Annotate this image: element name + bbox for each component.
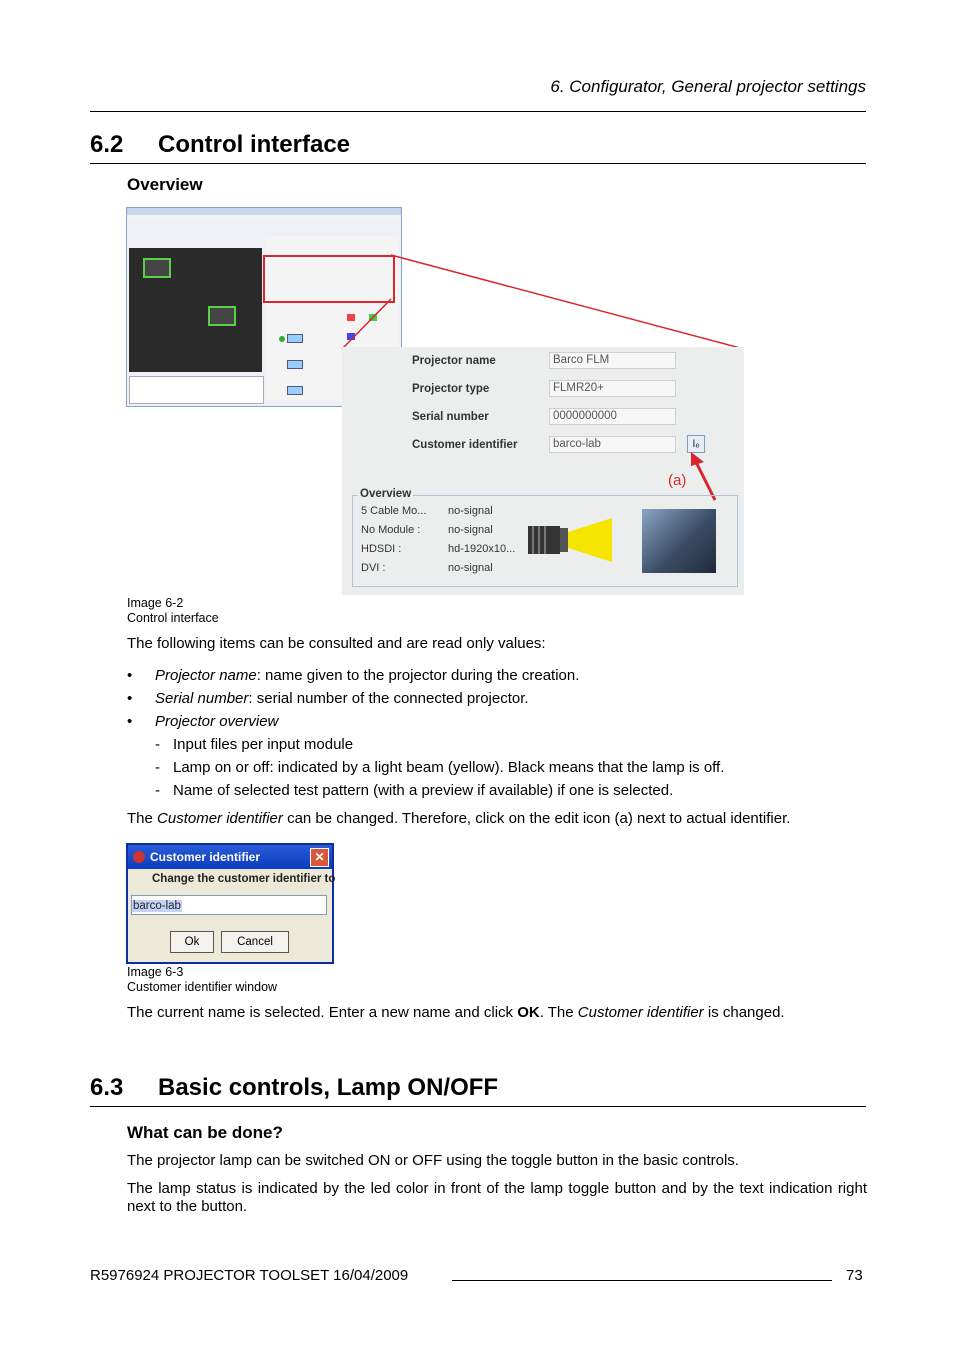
section-heading-6-3 bbox=[90, 1074, 498, 1102]
customer-identifier-dialog bbox=[126, 843, 334, 964]
field-value: Barco FLM bbox=[549, 352, 676, 369]
overview-sublist bbox=[127, 736, 867, 805]
item-text: : name given to the projector during the creation. bbox=[256, 667, 580, 684]
zoomed-properties-panel bbox=[342, 347, 744, 595]
overview-label: 5 Cable Mo... bbox=[361, 505, 427, 517]
list-item: - Name of selected test pattern (with a preview if available) if one is selected. bbox=[155, 782, 674, 799]
lamp-paragraph-2: The lamp status is indicated by the led color in front of the lamp toggle button and by the text indication right next to the button. bbox=[127, 1180, 867, 1215]
overview-title: Overview bbox=[360, 488, 412, 500]
overview-value: hd-1920x10... bbox=[448, 543, 516, 555]
app-logo-icon bbox=[133, 851, 145, 863]
item-label: Serial number bbox=[155, 690, 249, 707]
overview-value: no-signal bbox=[448, 505, 493, 517]
item-text: Lamp on or off: indicated by a light beam (yellow). Black means that the lamp is off. bbox=[173, 759, 725, 776]
overview-label: HDSDI : bbox=[361, 543, 402, 555]
overview-label: DVI : bbox=[361, 562, 386, 574]
overview-value: no-signal bbox=[448, 562, 493, 574]
section-rule bbox=[90, 163, 866, 164]
read-only-items-list bbox=[127, 667, 867, 736]
figure-caption-number: Image 6-2 bbox=[127, 596, 184, 610]
field-label: Projector type bbox=[412, 383, 490, 395]
item-label: Projector overview bbox=[155, 713, 279, 730]
field-label: Projector name bbox=[412, 355, 496, 367]
item-text: : serial number of the connected projector. bbox=[248, 690, 529, 707]
overview-value: no-signal bbox=[448, 524, 493, 536]
item-label: Projector name bbox=[155, 667, 257, 684]
item-text: Name of selected test pattern (with a preview if available) if one is selected. bbox=[173, 782, 674, 799]
lamp-paragraph-1: The projector lamp can be switched ON or OFF using the toggle button in the basic controls. bbox=[127, 1152, 739, 1169]
figure-caption-text: Customer identifier window bbox=[127, 980, 278, 994]
item-text: Input files per input module bbox=[173, 736, 354, 753]
section-rule bbox=[90, 1106, 866, 1107]
section-heading-6-2 bbox=[90, 131, 350, 159]
field-value: 0000000000 bbox=[549, 408, 676, 425]
input-value: barco-lab bbox=[133, 900, 181, 912]
list-item: • Projector overview bbox=[127, 713, 279, 730]
list-item: - Input files per input module bbox=[155, 736, 354, 753]
customer-identifier-paragraph: The Customer identifier can be changed. Therefore, click on the edit icon (a) next to actual identifier. bbox=[127, 810, 791, 827]
section-title: Basic controls, Lamp ON/OFF bbox=[158, 1074, 499, 1101]
dialog-prompt: Change the customer identifier to bbox=[152, 873, 336, 885]
lamp-beam-icon bbox=[526, 512, 621, 567]
header-rule bbox=[90, 111, 866, 112]
footer-doc-info: R5976924 PROJECTOR TOOLSET 16/04/2009 bbox=[90, 1267, 409, 1284]
section-number: 6.2 bbox=[90, 131, 124, 158]
figure-caption-text: Control interface bbox=[127, 611, 219, 625]
ok-button[interactable]: Ok bbox=[170, 931, 214, 953]
dialog-titlebar bbox=[128, 845, 332, 869]
overview-label: No Module : bbox=[361, 524, 421, 536]
annotation-label: (a) bbox=[668, 472, 687, 489]
test-pattern-preview bbox=[642, 509, 716, 573]
section-title: Control interface bbox=[158, 131, 351, 158]
field-value: barco-lab bbox=[549, 436, 676, 453]
identifier-input[interactable] bbox=[131, 895, 327, 915]
subheading-what-can-be-done: What can be done? bbox=[127, 1123, 283, 1142]
footer-rule bbox=[452, 1280, 832, 1281]
dialog-title: Customer identifier bbox=[150, 850, 261, 864]
list-item: • Projector name: name given to the projector during the creation. bbox=[127, 667, 580, 684]
close-icon[interactable]: ✕ bbox=[310, 848, 329, 867]
figure-caption-number: Image 6-3 bbox=[127, 965, 184, 979]
cancel-button[interactable]: Cancel bbox=[221, 931, 289, 953]
intro-paragraph: The following items can be consulted and are read only values: bbox=[127, 635, 546, 652]
edit-icon: Iₑ bbox=[687, 435, 705, 453]
after-dialog-paragraph: The current name is selected. Enter a new name and click OK. The Customer identifier is changed. bbox=[127, 1004, 785, 1021]
subheading-overview: Overview bbox=[127, 175, 203, 194]
list-item: - Lamp on or off: indicated by a light beam (yellow). Black means that the lamp is off. bbox=[155, 759, 725, 776]
section-number: 6.3 bbox=[90, 1074, 124, 1101]
list-item: • Serial number: serial number of the connected projector. bbox=[127, 690, 529, 707]
control-interface-screenshot bbox=[126, 207, 744, 595]
running-header: 6. Configurator, General projector settings bbox=[550, 77, 866, 96]
field-label: Serial number bbox=[412, 411, 489, 423]
field-value: FLMR20+ bbox=[549, 380, 676, 397]
page-number: 73 bbox=[846, 1267, 863, 1284]
field-label: Customer identifier bbox=[412, 439, 518, 451]
